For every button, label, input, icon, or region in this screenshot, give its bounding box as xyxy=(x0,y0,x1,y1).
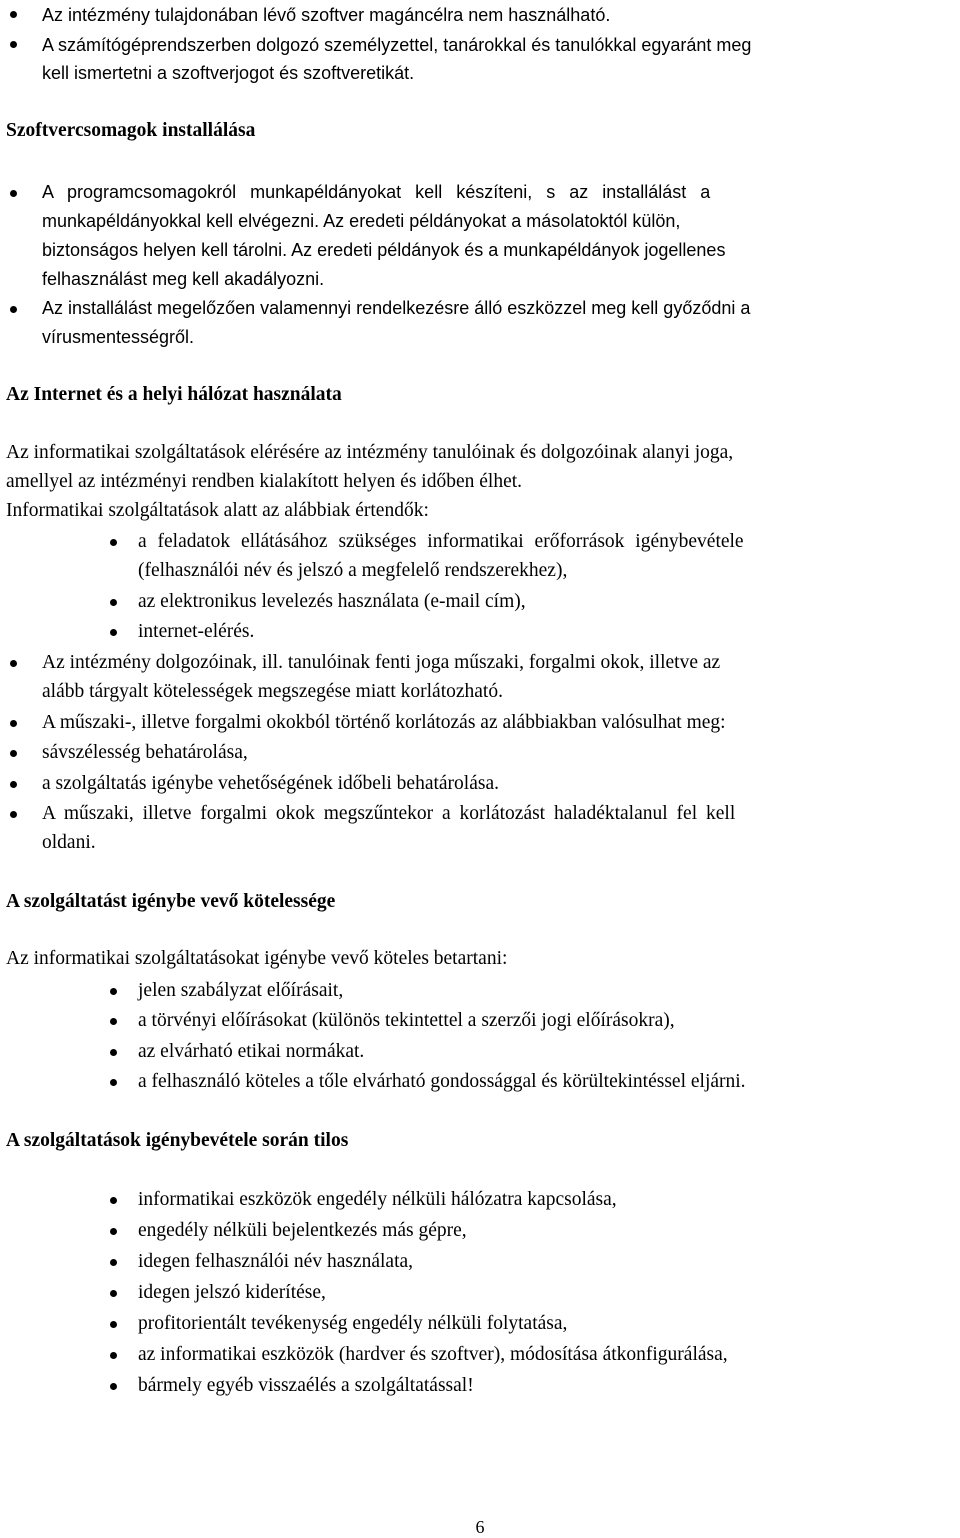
bullet-icon xyxy=(110,988,117,995)
bullet-icon xyxy=(110,599,117,606)
list-item: sávszélesség behatárolása, xyxy=(42,742,248,763)
section-heading: Az Internet és a helyi hálózat használata xyxy=(6,384,342,405)
bullet-icon xyxy=(110,1228,117,1235)
list-item: a törvényi előírásokat (különös tekintettel a szerzői jogi előírásokra), xyxy=(138,1010,675,1031)
bullet-icon xyxy=(10,750,17,757)
list-item-line: A számítógéprendszerben dolgozó személyzettel, tanárokkal és tanulókkal egyaránt meg xyxy=(42,35,752,55)
bullet-icon xyxy=(110,539,117,546)
list-item: az elvárható etikai normákat. xyxy=(138,1041,365,1062)
list-item-line: (felhasználói név és jelszó a megfelelő rendszerekhez), xyxy=(138,560,568,581)
list-item: A műszaki-, illetve forgalmi okokból történő korlátozás az alábbiakban valósulhat meg: xyxy=(42,712,726,733)
bullet-icon xyxy=(10,41,17,48)
bullet-icon xyxy=(110,1321,117,1328)
list-item-line: oldani. xyxy=(42,832,96,853)
bullet-icon xyxy=(110,1197,117,1204)
list-item: profitorientált tevékenység engedély nélküli folytatása, xyxy=(138,1313,568,1334)
section-heading: A szolgáltatások igénybevétele során tilos xyxy=(6,1130,349,1151)
list-item-line: Az installálást megelőzően valamennyi rendelkezésre álló eszközzel meg kell győződni a xyxy=(42,298,751,318)
list-item-line: kell ismertetni a szoftverjogot és szoftveretikát. xyxy=(42,63,415,83)
list-item-line: felhasználást meg kell akadályozni. xyxy=(42,269,325,289)
list-item-line: a feladatok ellátásához szükséges informatikai erőforrások igénybevétele xyxy=(138,531,744,552)
list-item-line: Az intézmény dolgozóinak, ill. tanulóinak fenti joga műszaki, forgalmi okok, illetve az xyxy=(42,652,721,673)
bullet-icon xyxy=(110,1049,117,1056)
bullet-icon xyxy=(10,306,17,313)
page-number: 6 xyxy=(475,1517,485,1537)
bullet-icon xyxy=(110,1079,117,1086)
bullet-icon xyxy=(110,629,117,636)
list-item-line: A műszaki, illetve forgalmi okok megszűntekor a korlátozást haladéktalanul fel kell xyxy=(42,803,736,824)
list-item: engedély nélküli bejelentkezés más gépre, xyxy=(138,1220,467,1241)
paragraph-line: amellyel az intézményi rendben kialakított helyen és időben élhet. xyxy=(6,471,523,492)
list-item-line: A programcsomagokról munkapéldányokat kell készíteni, s az installálást a xyxy=(42,182,711,202)
bullet-icon xyxy=(10,720,17,727)
section-heading: Szoftvercsomagok installálása xyxy=(6,120,256,141)
list-item: az informatikai eszközök (hardver és szoftver), módosítása átkonfigurálása, xyxy=(138,1344,728,1365)
paragraph-line: Az informatikai szolgáltatások elérésére az intézmény tanulóinak és dolgozóinak alanyi joga, xyxy=(6,442,734,463)
list-item-line: biztonságos helyen kell tárolni. Az eredeti példányok és a munkapéldányok jogellenes xyxy=(42,240,726,260)
bullet-icon xyxy=(110,1290,117,1297)
bullet-icon xyxy=(110,1259,117,1266)
bullet-icon xyxy=(10,660,17,667)
list-item: idegen felhasználói név használata, xyxy=(138,1251,414,1272)
list-item: jelen szabályzat előírásait, xyxy=(138,980,344,1001)
paragraph-line: Az informatikai szolgáltatásokat igénybe vevő köteles betartani: xyxy=(6,948,508,969)
section-heading: A szolgáltatást igénybe vevő kötelessége xyxy=(6,891,336,912)
bullet-icon xyxy=(10,781,17,788)
list-item-line: vírusmentességről. xyxy=(42,327,195,347)
list-item: Az intézmény tulajdonában lévő szoftver magáncélra nem használható. xyxy=(42,5,611,25)
bullet-icon xyxy=(10,190,17,197)
list-item: a szolgáltatás igénybe vehetőségének időbeli behatárolása. xyxy=(42,773,499,794)
paragraph-line: Informatikai szolgáltatások alatt az alábbiak értendők: xyxy=(6,500,429,521)
list-item: a felhasználó köteles a tőle elvárható gondossággal és körültekintéssel eljárni. xyxy=(138,1071,746,1092)
list-item: internet-elérés. xyxy=(138,621,255,642)
list-item: bármely egyéb visszaélés a szolgáltatással! xyxy=(138,1375,474,1396)
list-item: az elektronikus levelezés használata (e-mail cím), xyxy=(138,591,526,612)
list-item-line: alább tárgyalt kötelességek megszegése miatt korlátozható. xyxy=(42,681,503,702)
bullet-icon xyxy=(110,1018,117,1025)
bullet-icon xyxy=(110,1352,117,1359)
bullet-icon xyxy=(10,811,17,818)
list-item: idegen jelszó kiderítése, xyxy=(138,1282,326,1303)
list-item: informatikai eszközök engedély nélküli hálózatra kapcsolása, xyxy=(138,1189,617,1210)
list-item-line: munkapéldányokkal kell elvégezni. Az eredeti példányokat a másolatoktól külön, xyxy=(42,211,681,231)
bullet-icon xyxy=(110,1383,117,1390)
bullet-icon xyxy=(10,11,17,18)
